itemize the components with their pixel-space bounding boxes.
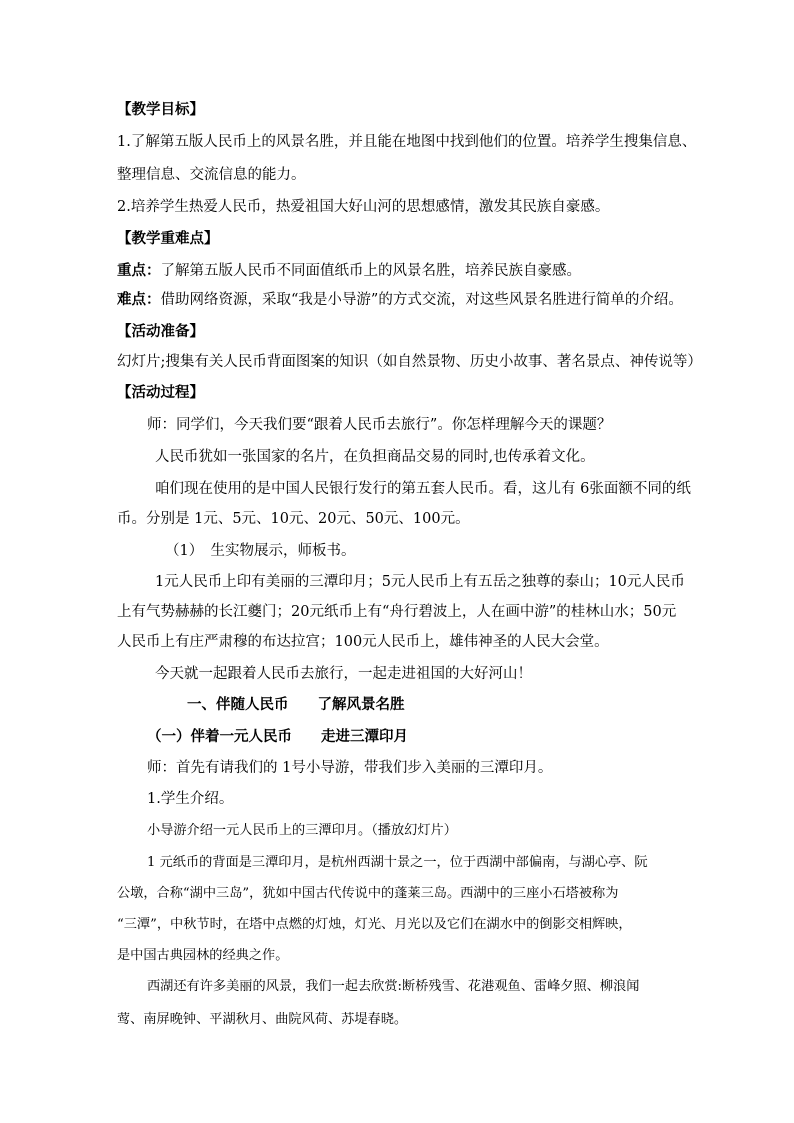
paragraph-5-line-2: 上有气势赫赫的长江夔门；20元纸币上有“舟行碧波上，人在画中游”的桂林山水；50元 — [117, 604, 677, 620]
goal-2: 2.培养学生热爱人民币，热爱祖国大好山河的思想感情，激发其民族自豪感。 — [117, 199, 610, 215]
paragraph-6: 今天就一起跟着人民币去旅行，一起走进祖国的大好河山！ — [155, 666, 532, 682]
heading-key-points: 【教学重难点】 — [117, 230, 219, 247]
guide-paragraph-line-1: 1 元纸币的背面是三潭印月，是杭州西湖十景之一，位于西湖中部偏南，与湖心亭、阮 — [147, 855, 648, 870]
difficult-point — [117, 290, 683, 310]
paragraph-5-line-3: 人民币上有庄严肃穆的布达拉宫；100元人民币上，雄伟神圣的人民大会堂。 — [117, 634, 609, 650]
westlake-line-2: 莺、南屏晚钟、平湖秋月、曲院风荷、苏堤春晓。 — [117, 1012, 408, 1027]
preparation-text: 幻灯片;搜集有关人民币背面图案的知识（如自然景物、历史小故事、著名景点、神传说等） — [117, 354, 702, 370]
paragraph-3-line-1: 咱们现在使用的是中国人民银行发行的第五套人民币。看，这儿有 6张面额不同的纸 — [155, 481, 691, 497]
paragraph-4: （1） 生实物展示，师板书。 — [165, 543, 356, 559]
heading-process: 【活动过程】 — [117, 384, 204, 401]
goal-1-line-2: 整理信息、交流信息的能力。 — [117, 167, 306, 183]
paragraph-8: 1.学生介绍。 — [147, 791, 234, 807]
guide-paragraph-line-4: 是中国古典园林的经典之作。 — [117, 948, 289, 963]
guide-paragraph-line-2: 公墩，合称“湖中三岛”，犹如中国古代传说中的蓬莱三岛。西湖中的三座小石塔被称为 — [117, 886, 619, 901]
paragraph-5-line-1: 1元人民币上印有美丽的三潭印月；5元人民币上有五岳之独尊的泰山；10元人民币 — [155, 574, 685, 590]
heading-preparation: 【活动准备】 — [117, 323, 204, 340]
difficult-point-text: 借助网络资源，采取“我是小导游”的方式交流，对这些风景名胜进行简单的介绍。 — [160, 292, 683, 308]
paragraph-1: 师：同学们，今天我们要“跟着人民币去旅行”。你怎样理解今天的课题？ — [147, 417, 612, 433]
paragraph-3-line-2: 币。分别是 1元、5元、10元、20元、50元、100元。 — [117, 511, 470, 527]
paragraph-2: 人民币犹如一张国家的名片，在负担商品交易的同时,也传承着文化。 — [155, 449, 595, 465]
key-point-label: 重点： — [117, 262, 161, 279]
difficult-point-label: 难点： — [117, 291, 161, 308]
section-1-title: 一、伴随人民币 了解风景名胜 — [187, 696, 405, 713]
subsection-1-title: （一）伴着一元人民币 走进三潭印月 — [147, 728, 408, 745]
paragraph-7: 师：首先有请我们的 1号小导游，带我们步入美丽的三潭印月。 — [147, 760, 553, 776]
heading-teaching-goals: 【教学目标】 — [117, 101, 204, 118]
guide-paragraph-line-3: “三潭”，中秋节时，在塔中点燃的灯烛，灯光、月光以及它们在湖水中的倒影交相辉映， — [117, 917, 632, 932]
key-point-text: 了解第五版人民币不同面值纸币上的风景名胜，培养民族自豪感。 — [160, 263, 581, 279]
guide-intro-line: 小导游介绍一元人民币上的三潭印月。（播放幻灯片） — [147, 823, 457, 838]
key-point — [117, 261, 581, 281]
westlake-line-1: 西湖还有许多美丽的风景，我们一起去欣赏:断桥残雪、花港观鱼、雷峰夕照、柳浪闻 — [147, 979, 640, 994]
goal-1-line-1: 1.了解第五版人民币上的风景名胜，并且能在地图中找到他们的位置。培养学生搜集信息、 — [117, 134, 697, 150]
